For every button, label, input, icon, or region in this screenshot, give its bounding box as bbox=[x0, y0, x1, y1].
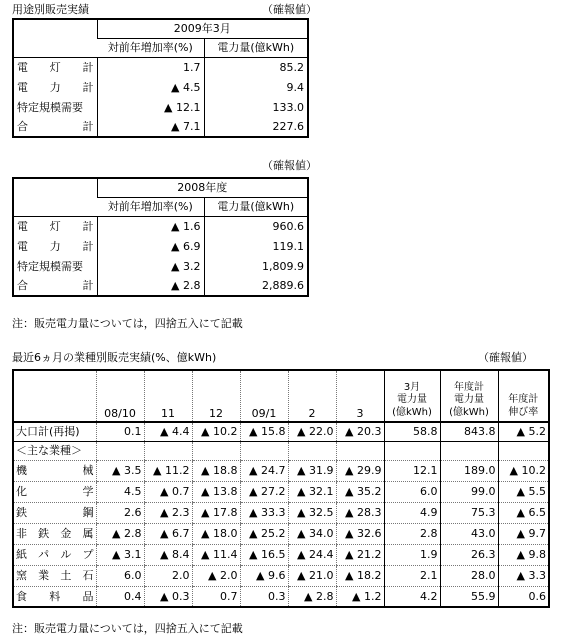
table-row bbox=[13, 256, 308, 276]
value-cell: ▲ 18.8 bbox=[192, 460, 240, 481]
section2-status: （確報値） bbox=[262, 159, 317, 172]
row-label: 鉄 鋼 bbox=[16, 506, 94, 519]
table-row bbox=[13, 77, 308, 97]
table-row bbox=[13, 481, 549, 502]
fy-amount: 75.3 bbox=[440, 502, 498, 523]
section1-title: 用途別販売実績 bbox=[12, 3, 89, 16]
amount-column-header: 電力量(億kWh) bbox=[204, 197, 308, 216]
row-label: 特定規模需要 bbox=[17, 259, 83, 273]
row-label: 合 計 bbox=[17, 120, 94, 133]
value-cell: ▲ 10.2 bbox=[192, 422, 240, 441]
value-cell: ▲ 13.8 bbox=[192, 481, 240, 502]
value-cell: ▲ 3.5 bbox=[96, 460, 144, 481]
fy-growth-header: 年度計 伸び率 bbox=[498, 370, 549, 422]
value-cell: ▲ 2.8 bbox=[288, 586, 336, 607]
rate-value: ▲ 2.8 bbox=[97, 276, 204, 296]
usage-sales-table-fiscal-year bbox=[12, 177, 309, 297]
value-cell: ▲ 33.3 bbox=[240, 502, 288, 523]
value-cell: ▲ 0.3 bbox=[144, 586, 192, 607]
value-cell: ▲ 32.1 bbox=[288, 481, 336, 502]
value-cell: ▲ 28.3 bbox=[336, 502, 384, 523]
march-amount: 58.8 bbox=[384, 422, 440, 441]
value-cell: ▲ 27.2 bbox=[240, 481, 288, 502]
value-cell: ▲ 29.9 bbox=[336, 460, 384, 481]
value-cell: ▲ 25.2 bbox=[240, 523, 288, 544]
row-label: 電 灯 計 bbox=[17, 60, 94, 74]
amount-value: 960.6 bbox=[204, 216, 308, 236]
value-cell: ▲ 2.0 bbox=[192, 565, 240, 586]
fy-amount: 28.0 bbox=[440, 565, 498, 586]
month-header: 12 bbox=[192, 370, 240, 422]
rate-value: ▲ 1.6 bbox=[97, 216, 204, 236]
value-cell: 2.6 bbox=[96, 502, 144, 523]
table-row bbox=[13, 502, 549, 523]
table-row bbox=[13, 57, 308, 77]
table-row bbox=[13, 216, 308, 236]
fy-growth: ▲ 5.5 bbox=[498, 481, 549, 502]
rate-value: ▲ 12.1 bbox=[97, 97, 204, 117]
amount-value: 9.4 bbox=[204, 77, 308, 97]
section3-status: （確報値） bbox=[478, 351, 533, 364]
rate-value: ▲ 3.2 bbox=[97, 256, 204, 276]
section1-status: （確報値） bbox=[262, 3, 317, 16]
section3-title: 最近6ヵ月の業種別販売実績(%、億kWh) bbox=[12, 351, 217, 364]
fy-growth: ▲ 9.7 bbox=[498, 523, 549, 544]
value-cell: ▲ 24.7 bbox=[240, 460, 288, 481]
rate-column-header: 対前年増加率(%) bbox=[97, 197, 204, 216]
value-cell: ▲ 21.0 bbox=[288, 565, 336, 586]
march-amount-header: 3月 電力量 (億kWh) bbox=[384, 370, 440, 422]
value-cell: ▲ 35.2 bbox=[336, 481, 384, 502]
value-cell: ▲ 24.4 bbox=[288, 544, 336, 565]
month-header: 08/10 bbox=[96, 370, 144, 422]
row-label: 電 力 計 bbox=[17, 239, 94, 253]
value-cell: ▲ 31.9 bbox=[288, 460, 336, 481]
row-label: 特定規模需要 bbox=[17, 100, 83, 114]
value-cell: ▲ 3.1 bbox=[96, 544, 144, 565]
header-blank-cell bbox=[13, 19, 97, 57]
row-label: 非 鉄 金 属 bbox=[16, 527, 94, 540]
amount-value: 1,809.9 bbox=[204, 256, 308, 276]
month-header: 09/1 bbox=[240, 370, 288, 422]
amount-value: 227.6 bbox=[204, 117, 308, 137]
value-cell: 0.4 bbox=[96, 586, 144, 607]
value-cell: ▲ 15.8 bbox=[240, 422, 288, 441]
month-header: 3 bbox=[336, 370, 384, 422]
amount-column-header: 電力量(億kWh) bbox=[204, 38, 308, 57]
table-row bbox=[13, 544, 549, 565]
fy-growth: ▲ 6.5 bbox=[498, 502, 549, 523]
rate-value: ▲ 6.9 bbox=[97, 236, 204, 256]
month-header: 2 bbox=[288, 370, 336, 422]
row-label: 大口計(再掲) bbox=[13, 422, 96, 441]
period-header: 2009年3月 bbox=[97, 19, 308, 38]
value-cell: 0.7 bbox=[192, 586, 240, 607]
fy-amount: 43.0 bbox=[440, 523, 498, 544]
table-row bbox=[13, 460, 549, 481]
value-cell: ▲ 22.0 bbox=[288, 422, 336, 441]
amount-value: 119.1 bbox=[204, 236, 308, 256]
row-label: 合 計 bbox=[17, 279, 94, 292]
table-row bbox=[13, 523, 549, 544]
row-label: 電 灯 計 bbox=[17, 219, 94, 233]
section2-note: 注：販売電力量については，四捨五入にて記載 bbox=[12, 317, 243, 330]
table-row bbox=[13, 117, 308, 137]
value-cell: ▲ 18.2 bbox=[336, 565, 384, 586]
fy-growth: ▲ 5.2 bbox=[498, 422, 549, 441]
usage-sales-table-monthly bbox=[12, 18, 309, 138]
fy-growth: 0.6 bbox=[498, 586, 549, 607]
value-cell: 6.0 bbox=[96, 565, 144, 586]
table-row bbox=[13, 586, 549, 607]
row-label: 化 学 bbox=[16, 485, 94, 498]
header-blank-cell bbox=[13, 370, 96, 422]
rate-value: ▲ 4.5 bbox=[97, 77, 204, 97]
period-header: 2008年度 bbox=[97, 178, 308, 197]
march-amount: 4.2 bbox=[384, 586, 440, 607]
value-cell: ▲ 9.6 bbox=[240, 565, 288, 586]
row-label: 電 力 計 bbox=[17, 80, 94, 94]
section3-note: 注：販売電力量については，四捨五入にて記載 bbox=[12, 622, 243, 635]
row-label: 食 料 品 bbox=[16, 589, 94, 603]
value-cell: ▲ 11.4 bbox=[192, 544, 240, 565]
row-label: 機 械 bbox=[16, 464, 94, 477]
value-cell: ▲ 6.7 bbox=[144, 523, 192, 544]
value-cell: ▲ 21.2 bbox=[336, 544, 384, 565]
value-cell: ▲ 32.6 bbox=[336, 523, 384, 544]
march-amount: 1.9 bbox=[384, 544, 440, 565]
amount-value: 2,889.6 bbox=[204, 276, 308, 296]
value-cell: ▲ 20.3 bbox=[336, 422, 384, 441]
march-amount: 4.9 bbox=[384, 502, 440, 523]
value-cell: ▲ 2.3 bbox=[144, 502, 192, 523]
rate-column-header: 対前年増加率(%) bbox=[97, 38, 204, 57]
value-cell: 4.5 bbox=[96, 481, 144, 502]
value-cell: ▲ 0.7 bbox=[144, 481, 192, 502]
fy-growth: ▲ 3.3 bbox=[498, 565, 549, 586]
value-cell: ▲ 4.4 bbox=[144, 422, 192, 441]
table-row bbox=[13, 97, 308, 117]
rate-value: 1.7 bbox=[97, 57, 204, 77]
march-amount: 12.1 bbox=[384, 460, 440, 481]
value-cell: ▲ 17.8 bbox=[192, 502, 240, 523]
row-label: 窯 業 土 石 bbox=[16, 569, 94, 582]
march-amount: 6.0 bbox=[384, 481, 440, 502]
fy-amount: 55.9 bbox=[440, 586, 498, 607]
header-blank-cell bbox=[13, 178, 97, 216]
fy-growth: ▲ 10.2 bbox=[498, 460, 549, 481]
value-cell: 0.3 bbox=[240, 586, 288, 607]
value-cell: ▲ 32.5 bbox=[288, 502, 336, 523]
fy-amount: 189.0 bbox=[440, 460, 498, 481]
value-cell: ▲ 11.2 bbox=[144, 460, 192, 481]
value-cell: 0.1 bbox=[96, 422, 144, 441]
value-cell: ▲ 18.0 bbox=[192, 523, 240, 544]
fy-growth: ▲ 9.8 bbox=[498, 544, 549, 565]
rate-value: ▲ 7.1 bbox=[97, 117, 204, 137]
fy-amount: 843.8 bbox=[440, 422, 498, 441]
group-label: ＜主な業種＞ bbox=[13, 441, 96, 460]
table-row bbox=[13, 276, 308, 296]
fy-amount: 99.0 bbox=[440, 481, 498, 502]
march-amount: 2.1 bbox=[384, 565, 440, 586]
industry-sales-table bbox=[12, 369, 550, 608]
fy-amount-header: 年度計 電力量 (億kWh) bbox=[440, 370, 498, 422]
value-cell: ▲ 2.8 bbox=[96, 523, 144, 544]
total-row bbox=[13, 422, 549, 441]
month-header: 11 bbox=[144, 370, 192, 422]
value-cell: ▲ 1.2 bbox=[336, 586, 384, 607]
amount-value: 85.2 bbox=[204, 57, 308, 77]
march-amount: 2.8 bbox=[384, 523, 440, 544]
value-cell: ▲ 34.0 bbox=[288, 523, 336, 544]
fy-amount: 26.3 bbox=[440, 544, 498, 565]
row-label: 紙 パ ル プ bbox=[16, 548, 94, 561]
value-cell: 2.0 bbox=[144, 565, 192, 586]
table-row bbox=[13, 565, 549, 586]
value-cell: ▲ 8.4 bbox=[144, 544, 192, 565]
value-cell: ▲ 16.5 bbox=[240, 544, 288, 565]
amount-value: 133.0 bbox=[204, 97, 308, 117]
table-row bbox=[13, 236, 308, 256]
group-label-row bbox=[13, 441, 549, 460]
